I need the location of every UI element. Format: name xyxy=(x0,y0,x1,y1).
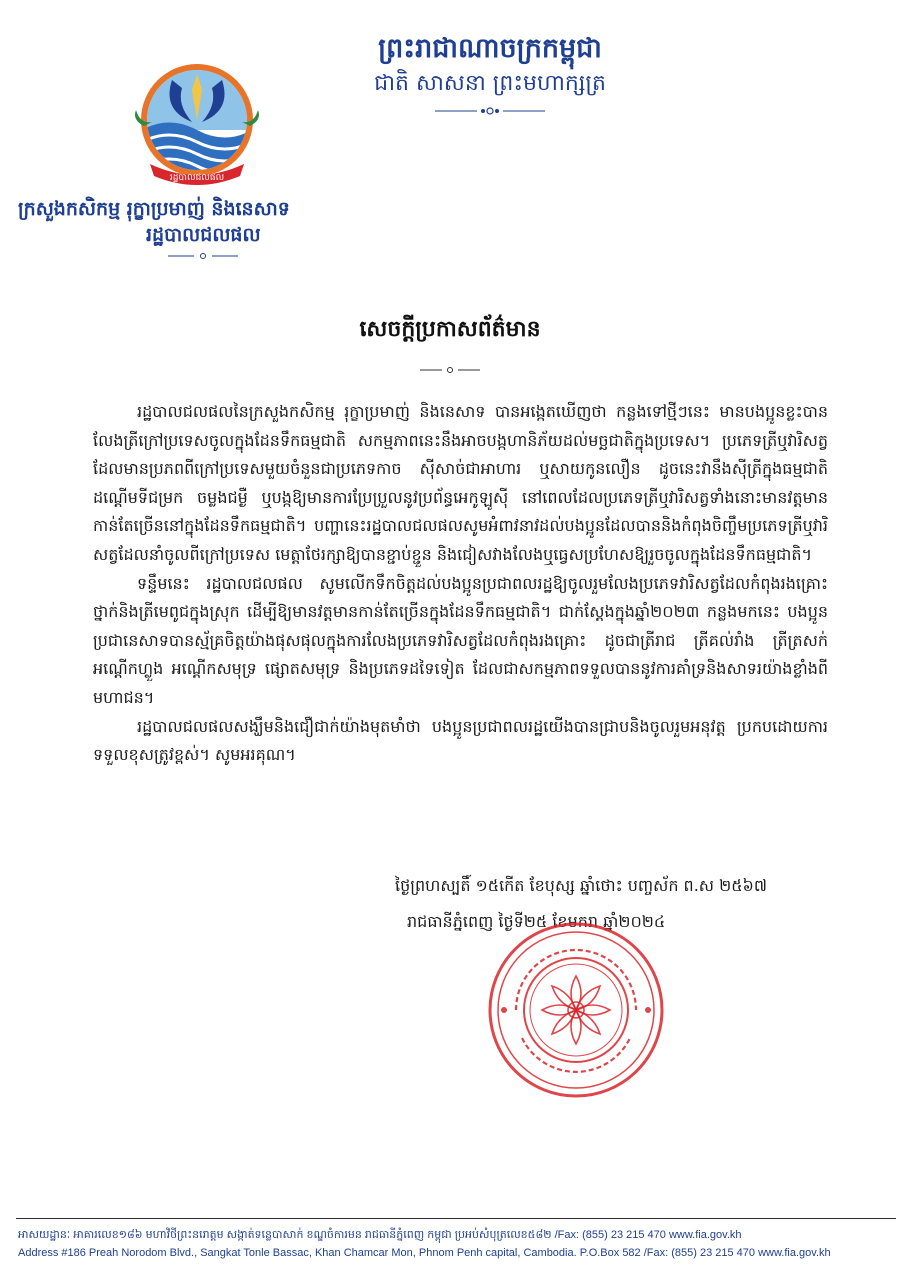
document-title: សេចក្តីប្រកាសព័ត៌មាន xyxy=(359,316,541,342)
ministry-block xyxy=(18,196,438,260)
paragraph-1: រដ្ឋបាលជលផលនៃក្រសួងកសិកម្ម រុក្ខាប្រមាញ់ និងនេសាទ បានអង្កេតឃើញថា កន្លងទៅថ្មីៗនេះ មានបងប្អូនខ្លះបានលែងត្រីក្រៅប្រទេសចូលក្នុងដែនទឹកធម្មជាតិ សកម្មភាពនេះនឹងអាចបង្កហានិភ័យដល់មច្ឆជាតិក្នុងប្រទេស។ ប្រភេទត្រីឬវារិសត្វដែលមានប្រភពពីក្រៅប្រទេសមួយចំនួនជាប្រភេទកាច ស៊ីសាច់ជាអាហារ ឬសាយកូនលឿន ដូចនេះវានឹងស៊ីត្រីក្នុងធម្មជាតិ ដណ្តើមទីជម្រក ចម្លងជម្ងឺ ឬបង្កឱ្យមានការប្រែប្រួលនូវប្រព័ន្ធអេកូឡូស៊ី នៅពេលដែលប្រភេទត្រីឬវារិសត្វទាំងនោះមានវត្តមានកាន់តែច្រើននៅក្នុងដែនទឹកធម្មជាតិ។ បញ្ហានេះរដ្ឋបាលជលផលសូមអំពាវនាវដល់បងប្អូនដែលបាននិងកំពុងចិញ្ចឹមប្រភេទត្រីឬវារិសត្វដែលនាំចូលពីក្រៅប្រទេស មេត្តាថែរក្សាឱ្យបានខ្ជាប់ខ្ជួន និងជៀសវាងលែងឬធ្វេសប្រហែសឱ្យរួចចូលក្នុងដែនទឹកធម្មជាតិ។ xyxy=(93,402,828,564)
ministry-logo xyxy=(122,60,272,192)
paragraph-2: ទន្ទឹមនេះ រដ្ឋបាលជលផល សូមលើកទឹកចិត្តដល់បងប្អូនប្រជាពលរដ្ឋឱ្យចូលរួមលែងប្រភេទវារិសត្វដែលកំពុងរងគ្រោះថ្នាក់និងត្រីមេពូជក្នុងស្រុក ដើម្បីឱ្យមានវត្តមានកាន់តែច្រើនក្នុងដែនទឹកធម្មជាតិ។ ជាក់ស្តែងក្នុងឆ្នាំ២០២៣ កន្លងមកនេះ បងប្អូនប្រជានេសាទបានស្ម័គ្រចិត្តយ៉ាងផុសផុលក្នុងការលែងប្រភេទវារិសត្វដែលកំពុងរងគ្រោះ ដូចជាត្រីរាជ ត្រីគល់រាំង ត្រីត្រសក់ អណ្តើកហ្លួង អណ្តើកសមុទ្រ ផ្សោតសមុទ្រ និងប្រភេទដទៃទៀត ដែលជាសកម្មភាពទទួលបាននូវការគាំទ្រនិងសាទរយ៉ាងខ្លាំងពីមហាជន។ xyxy=(93,573,828,707)
paragraph-3: រដ្ឋបាលជលផលសង្ឃឹមនិងជឿជាក់យ៉ាងមុតមាំថា បងប្អូនប្រជាពលរដ្ឋយើងបានជ្រាបនិងចូលរួមអនុវត្ត ប្រកបដោយការទទួលខុសត្រូវខ្ពស់។ សូមអរគុណ។ xyxy=(93,716,828,765)
lunar-date: ថ្ងៃព្រហស្បតិ៍ ១៥កើត ខែបុស្ស ឆ្នាំថោះ បញ្ចស័ក ព.ស ២៥៦៧ xyxy=(395,876,768,895)
official-seal-icon xyxy=(486,920,666,1100)
kingdom-header xyxy=(305,30,675,116)
header-ornament-icon xyxy=(435,106,545,116)
footer-address-khmer: អាសយដ្ឋានៈ អាគារលេខ១៨៦ មហាវិថីព្រះនរោត្តម សង្កាត់ទន្លេបាសាក់ ខណ្ឌចំការមន រាជធានីភ្នំពេញ កម្ពុជា ប្រអប់សំបុត្រលេខ៥៨២ /Fax: (855) 23 215 470 www.fia.gov.kh xyxy=(18,1229,742,1241)
kingdom-title: ព្រះរាជាណាចក្រកម្ពុជា xyxy=(378,33,602,64)
kingdom-motto: ជាតិ សាសនា ព្រះមហាក្សត្រ xyxy=(374,71,606,96)
ministry-name: ក្រសួងកសិកម្ម រុក្ខាប្រមាញ់ និងនេសាទ xyxy=(18,198,290,220)
footer-divider xyxy=(16,1218,896,1219)
ministry-ornament-icon xyxy=(168,252,238,260)
document-body xyxy=(93,398,828,770)
ministry-admin: រដ្ឋបាលជលផល xyxy=(146,224,261,246)
footer xyxy=(18,1226,898,1262)
solar-date: រាជធានីភ្នំពេញ ថ្ងៃទី២៥ ខែមករា ឆ្នាំ២០២៤ xyxy=(407,912,666,931)
title-ornament-icon xyxy=(420,366,480,374)
logo-banner-text: រដ្ឋបាលជលផល xyxy=(169,173,225,183)
footer-address-english: Address #186 Preah Norodom Blvd., Sangkat Tonle Bassac, Khan Chamcar Mon, Phnom Penh capital, Cambodia. P.O.Box 582 /Fax: (855) 23 215 470 www.fia.gov.kh xyxy=(18,1247,831,1259)
